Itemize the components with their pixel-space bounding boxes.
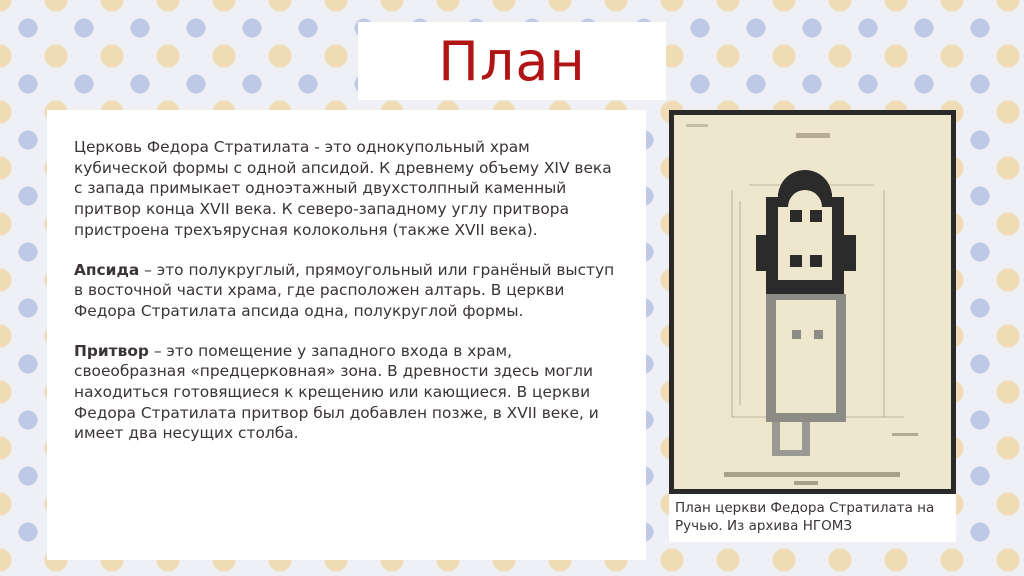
floor-plan-drawing <box>674 115 951 489</box>
church-plan-image <box>669 110 956 494</box>
apse-term: Апсида <box>74 260 140 279</box>
apse-paragraph <box>74 260 622 322</box>
intro-paragraph: Церковь Федора Стратилата - это однокупольный храм кубической формы с одной апсидой. К древнему объему XIV века с запада примыкает одноэтажный двухстолпный каменный притвор конца XVII века. К северо-западному углу притвора пристроена трехъярусная колокольня (также XVII века). <box>74 138 612 239</box>
image-caption: План церкви Федора Стратилата на Ручью. Из архива НГОМЗ <box>675 500 935 534</box>
caption-box <box>669 494 956 542</box>
narthex-term: Притвор <box>74 341 149 360</box>
text-panel <box>47 110 646 560</box>
narthex-paragraph <box>74 341 622 445</box>
title-box <box>358 22 666 100</box>
slide-title: План <box>438 29 586 93</box>
apse-definition: – это полукруглый, прямоугольный или гранёный выступ в восточной части храма, где расположен алтарь. В церкви Федора Стратилата апсида одна, полукруглой формы. <box>74 260 615 320</box>
narthex-definition: – это помещение у западного входа в храм, своеобразная «предцерковная» зона. В древности здесь могли находиться готовящиеся к крещению или кающиеся. В церкви Федора Стратилата притвор был добавлен позже, в XVII веке, и имеет два несущих столба. <box>74 341 599 443</box>
